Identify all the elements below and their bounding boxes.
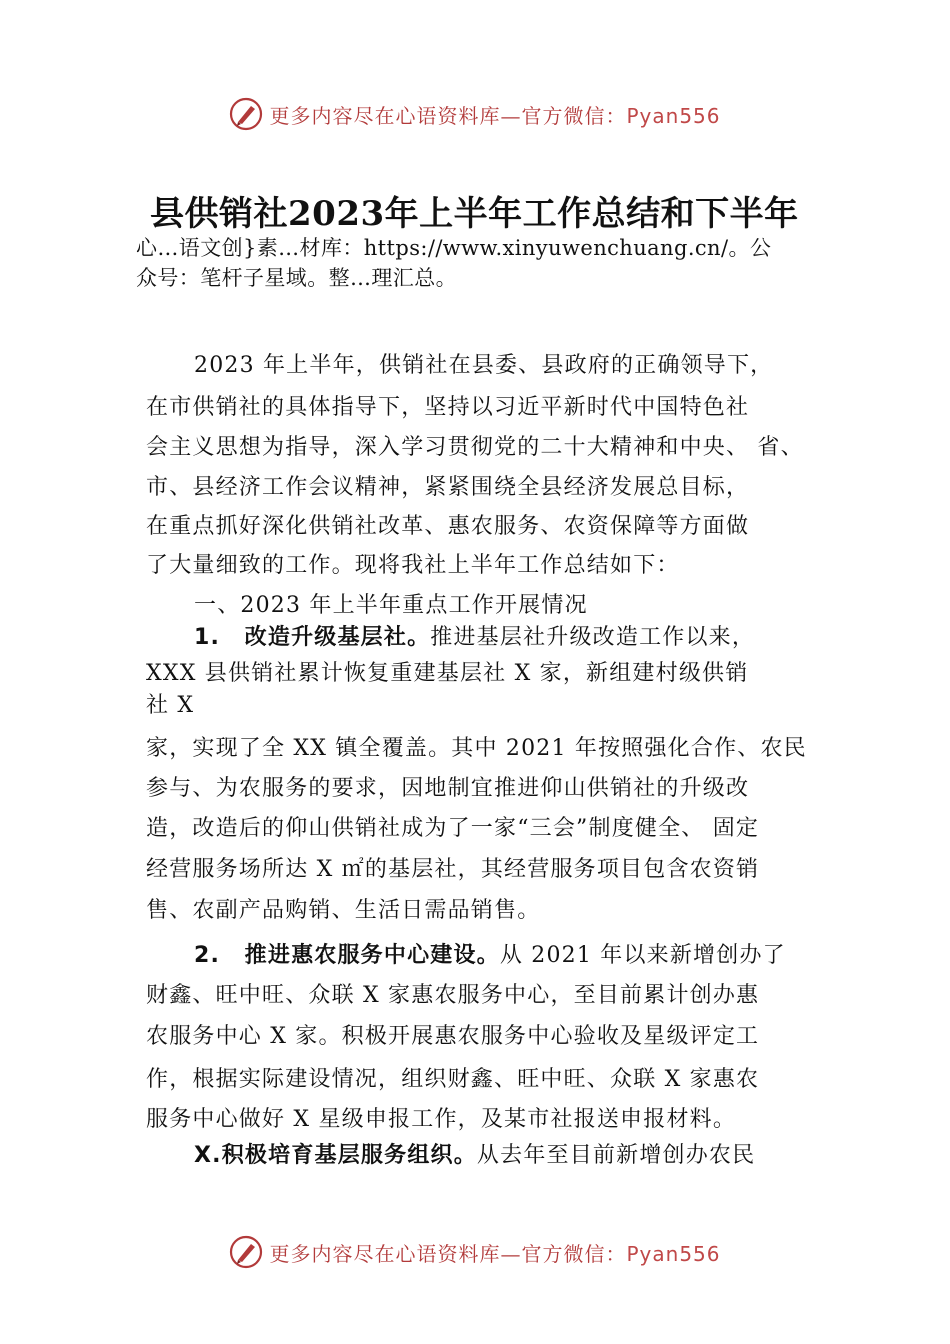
pen-logo-icon <box>229 97 263 131</box>
paragraph-line: XXX 县供销社累计恢复重建基层社 X 家，新组建村级供销 <box>146 661 749 686</box>
paragraph-line: 在重点抓好深化供销社改革、惠农服务、农资保障等方面做 <box>146 514 750 539</box>
wechat-id: Pyan556 <box>626 103 721 128</box>
item-1-first-line <box>194 620 755 651</box>
item-3-heading: X.积极培育基层服务组织。 <box>194 1143 477 1168</box>
item-2-heading: 推进惠农服务中心建设。 <box>244 943 500 968</box>
paragraph-line: 了大量细致的工作。现将我社上半年工作总结如下： <box>146 553 680 578</box>
item-3-first-line <box>194 1138 755 1169</box>
item-3-text: 从去年至目前新增创办农民 <box>476 1143 756 1168</box>
header-banner <box>0 94 950 134</box>
paragraph-line: 造，改造后的仰山供销社成为了一家“三会”制度健全、 固定 <box>146 816 760 841</box>
banner-text: 更多内容尽在心语资料库—官方微信：Pyan556 <box>269 1241 721 1266</box>
paragraph-line: 经营服务场所达 X ㎡的基层社，其经营服务项目包含农资销 <box>146 857 760 882</box>
item-1-number: 1. <box>194 625 221 650</box>
banner-text: 更多内容尽在心语资料库—官方微信：Pyan556 <box>269 103 721 128</box>
paragraph-line: 在市供销社的具体指导下，坚持以习近平新时代中国特色社 <box>146 395 750 420</box>
paragraph-line: 售、农副产品购销、生活日需品销售。 <box>146 898 541 923</box>
paragraph-line: 服务中心做好 X 星级申报工作，及某市社报送申报材料。 <box>146 1107 737 1132</box>
paragraph-line: 作，根据实际建设情况，组织财鑫、旺中旺、众联 X 家惠农 <box>146 1067 760 1092</box>
item-2-text: 从 2021 年以来新增创办了 <box>499 943 786 968</box>
paragraph-line: 农服务中心 X 家。积极开展惠农服务中心验收及星级评定工 <box>146 1024 760 1049</box>
document-title: 县供销社2023年上半年工作总结和下半年 <box>150 194 799 234</box>
item-1-text: 推进基层社升级改造工作以来， <box>430 625 756 650</box>
paragraph-line: 财鑫、旺中旺、众联 X 家惠农服务中心，至目前累计创办惠 <box>146 983 760 1008</box>
paragraph-line: 参与、为农服务的要求，因地制宜推进仰山供销社的升级改 <box>146 776 750 801</box>
item-2-first-line <box>194 938 786 969</box>
paragraph-line: 会主义思想为指导，深入学习贯彻党的二十大精神和中央、 省、 <box>146 435 804 460</box>
section-heading: 一、2023 年上半年重点工作开展情况 <box>194 593 588 618</box>
wechat-id: Pyan556 <box>626 1241 721 1266</box>
footer-banner <box>0 1232 950 1272</box>
paragraph-line: 2023 年上半年，供销社在县委、县政府的正确领导下， <box>194 353 774 378</box>
paragraph-line: 社 X <box>146 693 195 718</box>
paragraph-line: 市、县经济工作会议精神，紧紧围绕全县经济发展总目标， <box>146 475 750 500</box>
paragraph-line: 家，实现了全 XX 镇全覆盖。其中 2021 年按照强化合作、农民 <box>146 736 807 761</box>
source-note-line-2: 众号：笔杆子星域。整…理汇总。 <box>136 266 457 290</box>
pen-logo-icon <box>229 1235 263 1269</box>
item-1-heading: 改造升级基层社。 <box>244 625 431 650</box>
item-2-number: 2. <box>194 943 221 968</box>
source-note-line-1: 心…语文创}素…材库：https://www.xinyuwenchuang.cn/。公 <box>136 236 772 260</box>
